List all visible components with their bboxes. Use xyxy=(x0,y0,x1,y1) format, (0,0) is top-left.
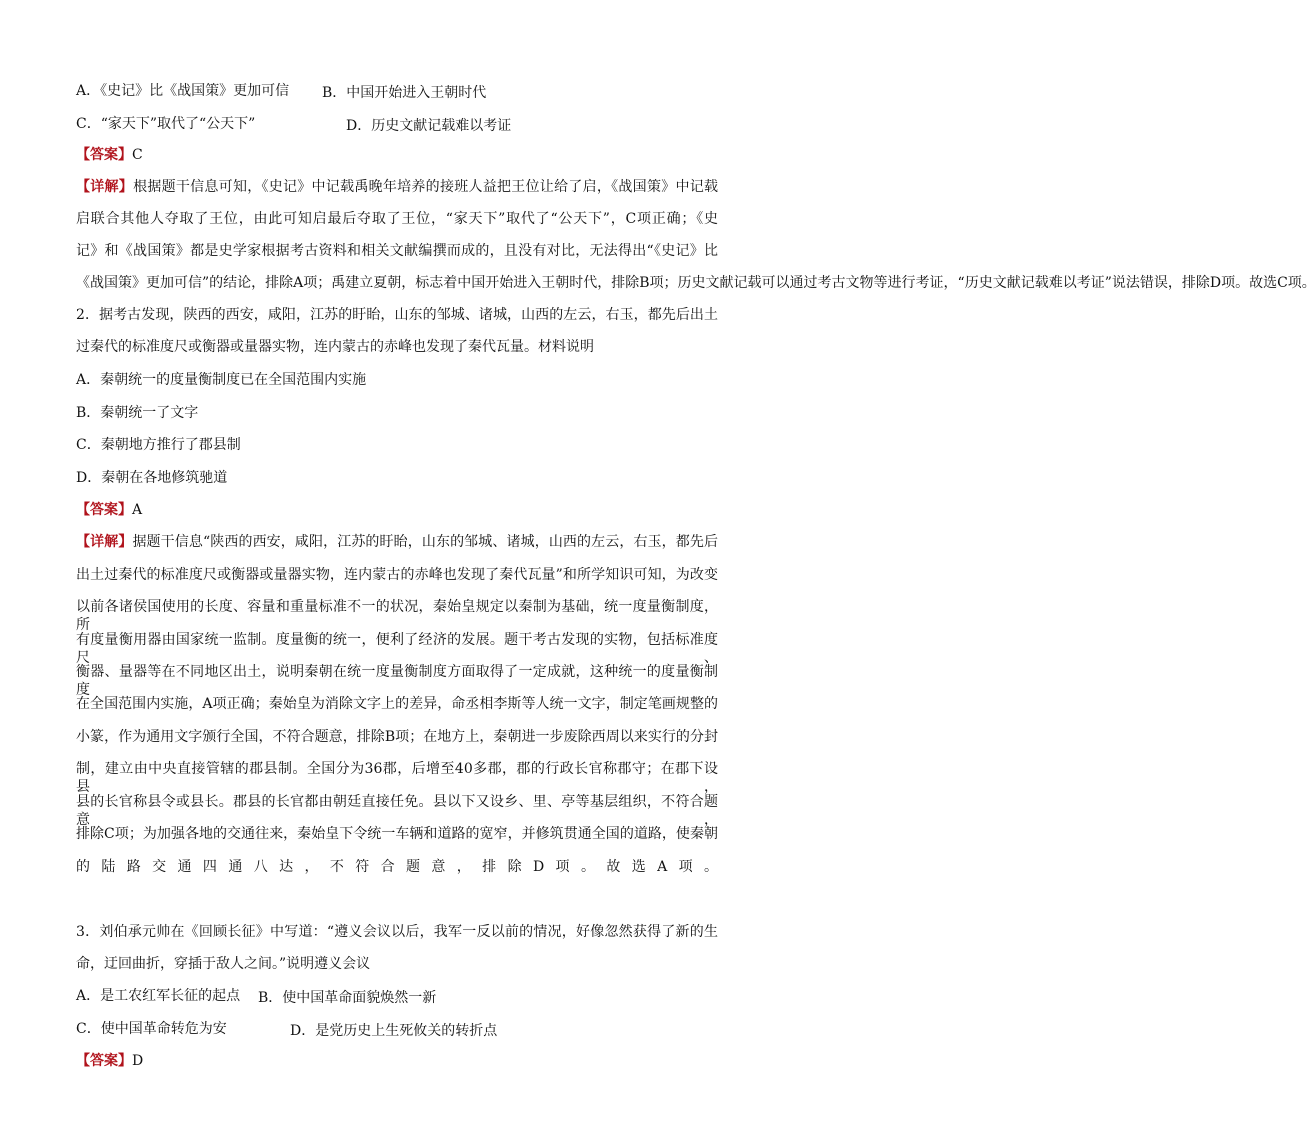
answer-tag: 【答案】 xyxy=(76,1053,132,1069)
question-stem: 2．据考古发现，陕西的西安，咸阳，江苏的盱眙，山东的邹城、诸城，山西的左云，右玉，都先后出土 xyxy=(76,307,718,323)
explanation-line: 县的长官称县令或县长。郡县的长官都由朝廷直接任免。县以下又设乡、里、亭等基层组织，不符合题意， xyxy=(76,794,718,828)
explanation-line: 记》和《战国策》都是史学家根据考古资料和相关文献编撰而成的，且没有对比，无法得出“《史记》比 xyxy=(76,243,718,259)
explanation-line: 启联合其他人夺取了王位，由此可知启最后夺取了王位，“家天下”取代了“公天下”，C项正确；《史 xyxy=(76,211,718,227)
explanation-line: 【详解】根据题干信息可知，《史记》中记载禹晚年培养的接班人益把王位让给了启，《战国策》中记载 xyxy=(76,179,719,195)
explanation-line: 在全国范围内实施，A项正确；秦始皇为消除文字上的差异，命丞相李斯等人统一文字，制定笔画规整的 xyxy=(76,696,718,712)
explanation-line: 小篆，作为通用文字颁行全国，不符合题意，排除B项；在地方上，秦朝进一步废除西周以来实行的分封 xyxy=(76,729,718,745)
answer-value: A xyxy=(132,502,143,518)
answer-line xyxy=(76,501,142,519)
explanation-tag: 【详解】 xyxy=(76,179,134,195)
explanation-line: 衡器、量器等在不同地区出土，说明秦朝在统一度量衡制度方面取得了一定成就，这种统一的度量衡制度 xyxy=(76,664,718,698)
option-row xyxy=(76,82,289,100)
explanation-line: 以前各诸侯国使用的长度、容量和重量标准不一的状况，秦始皇规定以秦制为基础，统一度量衡制度，所 xyxy=(76,599,718,633)
option-b: B．中国开始进入王朝时代 xyxy=(322,85,487,101)
explanation-line: 的陆路交通四通八达，不符合题意，排除D项。故选A项。 xyxy=(76,859,718,875)
option-a: A．是工农红军长征的起点 xyxy=(76,988,241,1004)
option-a: A．《史记》比《战国策》更加可信 xyxy=(76,83,290,99)
answer-line xyxy=(76,1052,143,1070)
question-stem: 过秦代的标准度尺或衡器或量器实物，连内蒙古的赤峰也发现了秦代瓦量。材料说明 xyxy=(76,339,594,355)
option-b: B．使中国革命面貌焕然一新 xyxy=(258,990,437,1006)
option-b: B．秦朝统一了文字 xyxy=(76,405,199,421)
explanation-line: 有度量衡用器由国家统一监制。度量衡的统一，便利了经济的发展。题干考古发现的实物，包括标准度尺、 xyxy=(76,632,718,666)
question-stem: 命，迂回曲折，穿插于敌人之间。”说明遵义会议 xyxy=(76,956,371,972)
explanation-line: 《战国策》更加可信”的结论，排除A项；禹建立夏朝，标志着中国开始进入王朝时代，排除B项；历史文献记载可以通过考古文物等进行考证，“历史文献记载难以考证”说法错误，排除D项。故选C项。 xyxy=(76,275,1316,291)
explanation-line: 出土过秦代的标准度尺或衡器或量器实物，连内蒙古的赤峰也发现了秦代瓦量”和所学知识可知，为改变 xyxy=(76,567,718,583)
explanation-line: 【详解】据题干信息“陕西的西安，咸阳，江苏的盱眙，山东的邹城、诸城，山西的左云，右玉，都先后 xyxy=(76,534,719,550)
option-d: D．是党历史上生死攸关的转折点 xyxy=(290,1023,498,1039)
question-stem: 3．刘伯承元帅在《回顾长征》中写道：“遵义会议以后，我军一反以前的情况，好像忽然获得了新的生 xyxy=(76,924,718,940)
answer-tag: 【答案】 xyxy=(76,502,132,518)
explanation-line: 制，建立由中央直接管辖的郡县制。全国分为36郡，后增至40多郡，郡的行政长官称郡守；在郡下设县， xyxy=(76,761,718,795)
explanation-line: 排除C项；为加强各地的交通往来，秦始皇下令统一车辆和道路的宽窄，并修筑贯通全国的道路，使秦朝 xyxy=(76,826,718,842)
answer-tag: 【答案】 xyxy=(76,147,132,163)
option-d: D．秦朝在各地修筑驰道 xyxy=(76,470,228,486)
option-a: A．秦朝统一的度量衡制度已在全国范围内实施 xyxy=(76,372,367,388)
answer-value: C xyxy=(132,147,143,163)
option-c: C．使中国革命转危为安 xyxy=(76,1021,227,1037)
option-c: C．“家天下”取代了“公天下” xyxy=(76,116,256,132)
explanation-tag: 【详解】 xyxy=(76,534,133,550)
option-d: D．历史文献记载难以考证 xyxy=(346,118,512,134)
answer-line xyxy=(76,146,143,164)
option-c: C．秦朝地方推行了郡县制 xyxy=(76,437,241,453)
answer-value: D xyxy=(132,1053,144,1069)
